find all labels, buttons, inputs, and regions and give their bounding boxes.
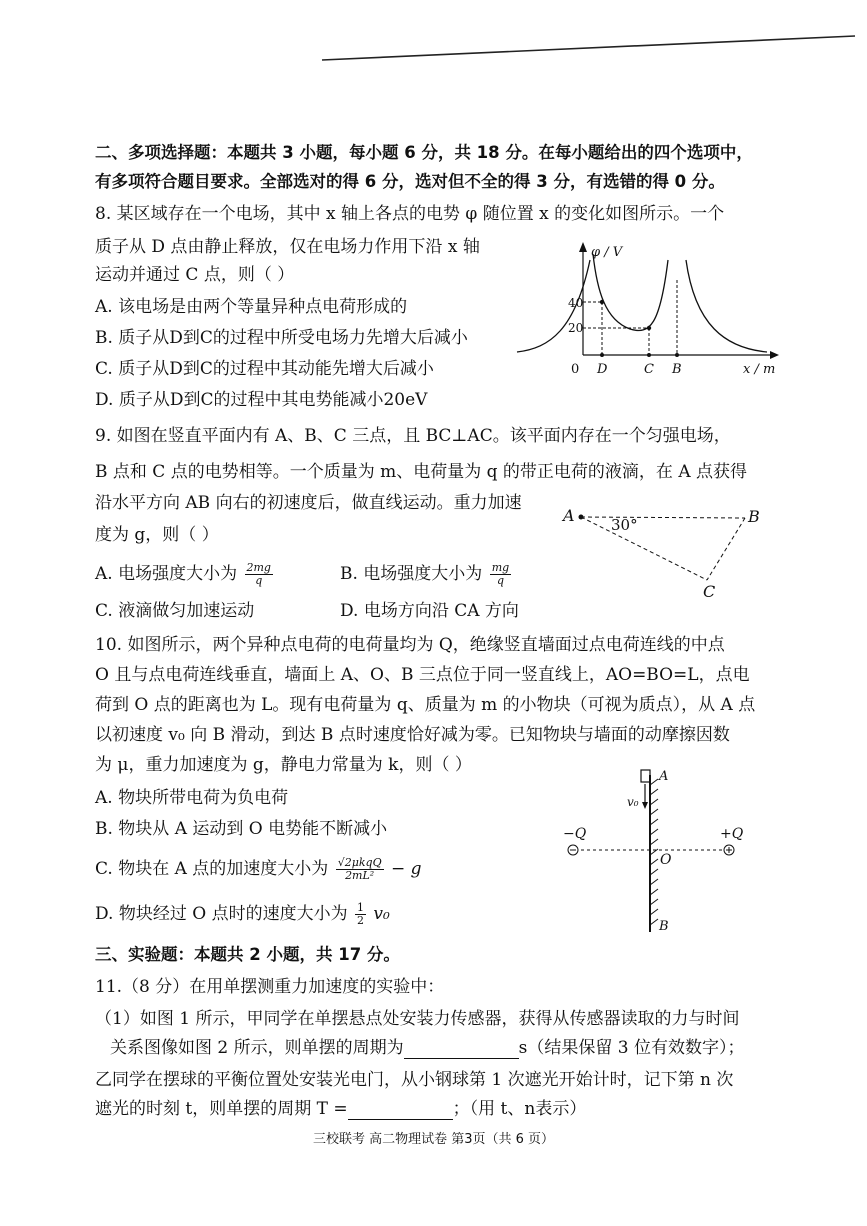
label-v0: v₀ [627, 795, 639, 809]
q9-triangle-figure [555, 500, 775, 605]
curve-middle-branch [593, 254, 668, 330]
q10-option-d-text: D. 物块经过 O 点时的速度大小为 [95, 904, 348, 924]
label-o: O [660, 852, 672, 868]
section3-header: 三、实验题：本题共 2 小题，共 17 分。 [95, 945, 400, 964]
frac-numerator: mg [491, 561, 510, 574]
q9-option-b-text: B. 电场强度大小为 [340, 564, 483, 584]
q11-line3-text: 关系图像如图 2 所示，则单摆的周期为 [110, 1038, 404, 1058]
point-c [647, 353, 651, 357]
period-answer-blank[interactable] [404, 1040, 519, 1059]
label-b: B [748, 507, 760, 526]
q8-potential-graph [505, 240, 780, 380]
q11-stem-line1: 11.（8 分）在用单摆测重力加速度的实验中： [95, 977, 445, 997]
q10-option-d-fraction [355, 902, 366, 927]
point-d [600, 353, 604, 357]
q11-stem-line4: 乙同学在摆球的平衡位置处安装光电门，从小钢球第 1 次遮光开始计时，记下第 n 次 [95, 1070, 734, 1090]
point-d-on-curve [600, 300, 604, 304]
q10-option-c-text: C. 物块在 A 点的加速度大小为 [95, 859, 329, 879]
frac-numerator: 1 [356, 901, 364, 914]
q9-option-b [340, 562, 513, 587]
q10-stem-line4: 以初速度 v₀ 向 B 滑动，到达 B 点时速度恰好减为零。已知物块与墙面的动摩擦因数 [95, 725, 730, 745]
q10-option-d-tail: v₀ [373, 904, 390, 924]
point-c-on-curve [647, 326, 651, 330]
q10-option-c-fraction [336, 857, 384, 882]
label-c: C [703, 582, 716, 601]
label-neg-q: −Q [563, 826, 587, 842]
q9-option-a-text: A. 电场强度大小为 [95, 564, 238, 584]
q10-option-c [95, 857, 422, 882]
point-b [675, 353, 679, 357]
q11-stem-line3 [110, 1037, 744, 1059]
top-rule-line [0, 0, 867, 70]
q8-option-a: A. 该电场是由两个等量异种点电荷形成的 [95, 297, 408, 317]
x-axis-arrow [770, 351, 779, 359]
q8-option-c: C. 质子从D到C的过程中其动能先增大后减小 [95, 359, 434, 379]
tick-label-40: 40 [568, 296, 584, 310]
velocity-arrowhead [642, 802, 648, 809]
graph-x-label: x / m [743, 362, 776, 377]
q10-stem-line1: 10. 如图所示，两个异种点电荷的电荷量均为 Q，绝缘竖直墙面过点电荷连线的中点 [95, 635, 725, 655]
tick-label-20: 20 [568, 321, 584, 335]
q8-option-b: B. 质子从D到C的过程中所受电场力先增大后减小 [95, 328, 468, 348]
q11-line5-text: 遮光的时刻 t，则单摆的周期 T = [95, 1099, 348, 1119]
q11-stem-line2: （1）如图 1 所示，甲同学在单摆悬点处安装力传感器，获得从传感器读取的力与时间 [95, 1009, 740, 1029]
label-b: B [672, 362, 682, 377]
frac-denominator: 2mL² [345, 869, 375, 882]
q10-option-d [95, 902, 390, 927]
q10-option-b: B. 物块从 A 运动到 O 电势能不断减小 [95, 819, 388, 839]
q9-option-a [95, 562, 275, 587]
q10-option-c-tail: − g [391, 859, 422, 879]
q11-line5-tail: ；（用 t、n表示） [452, 1099, 587, 1119]
frac-numerator: √2μkqQ [337, 856, 382, 869]
q9-stem-line4: 度为 g，则（ ） [95, 525, 219, 545]
graph-y-label: φ / V [591, 245, 623, 260]
q9-option-c: C. 液滴做匀加速运动 [95, 601, 255, 621]
q9-option-b-fraction [490, 562, 511, 587]
formula-answer-blank[interactable] [348, 1101, 453, 1120]
angle-label: 30° [611, 516, 638, 534]
q8-stem-line3: 运动并通过 C 点，则（ ） [95, 265, 295, 285]
frac-numerator: 2mg [246, 561, 271, 574]
label-b: B [659, 919, 669, 934]
point-a [579, 515, 584, 520]
segment-ac [581, 517, 707, 580]
label-a: A [659, 769, 669, 784]
label-a: A [563, 506, 575, 525]
q10-stem-line3: 荷到 O 点的距离也为 L。现有电荷量为 q、质量为 m 的小物块（可视为质点），从 A 点 [95, 695, 756, 715]
q9-stem-line3: 沿水平方向 AB 向右的初速度后，做直线运动。重力加速 [95, 493, 522, 513]
page-footer: 三校联考 高二物理试卷 第3页（共 6 页） [312, 1132, 555, 1147]
label-d: D [597, 362, 608, 377]
section2-header-line1: 二、多项选择题：本题共 3 小题，每小题 6 分，共 18 分。在每小题给出的四个选项中， [95, 143, 753, 162]
q9-stem-line1: 9. 如图在竖直平面内有 A、B、C 三点，且 BC⊥AC。该平面内存在一个匀强电场， [95, 426, 731, 446]
frac-denominator: q [255, 574, 263, 587]
q8-stem-line1: 8. 某区域存在一个电场，其中 x 轴上各点的电势 φ 随位置 x 的变化如图所示。一个 [95, 204, 725, 224]
small-block [641, 770, 650, 782]
frac-denominator: 2 [356, 914, 364, 927]
segment-ab [581, 517, 745, 518]
q9-option-d: D. 电场方向沿 CA 方向 [340, 601, 519, 621]
segment-bc [707, 518, 745, 580]
graph-origin-label: 0 [571, 362, 580, 377]
q9-stem-line2: B 点和 C 点的电势相等。一个质量为 m、电荷量为 q 的带正电荷的液滴，在 A 点获得 [95, 462, 748, 482]
q8-stem-line2: 质子从 D 点由静止释放，仅在电场力作用下沿 x 轴 [95, 237, 480, 257]
q8-option-d: D. 质子从D到C的过程中其电势能减小20eV [95, 390, 428, 410]
q10-option-a: A. 物块所带电荷为负电荷 [95, 788, 289, 808]
label-pos-q: +Q [720, 826, 744, 842]
q9-option-a-fraction [245, 562, 273, 587]
label-c: C [644, 362, 654, 377]
q10-stem-line2: O 且与点电荷连线垂直，墙面上 A、O、B 三点位于同一竖直线上，AO=BO=L，点电 [95, 665, 750, 685]
q10-stem-line5: 为 μ，重力加速度为 g，静电力常量为 k，则（ ） [95, 755, 472, 775]
q10-wall-figure [555, 760, 775, 940]
y-axis-arrow [579, 242, 587, 252]
section2-header-line2: 有多项符合题目要求。全部选对的得 6 分，选对但不全的得 3 分，有选错的得 0 分。 [95, 172, 725, 191]
frac-denominator: q [496, 574, 504, 587]
q11-stem-line5 [95, 1098, 586, 1120]
q11-line3-tail: s（结果保留 3 位有效数字）； [518, 1038, 745, 1058]
wall-hatching [650, 779, 658, 925]
curve-right-branch [686, 260, 767, 352]
